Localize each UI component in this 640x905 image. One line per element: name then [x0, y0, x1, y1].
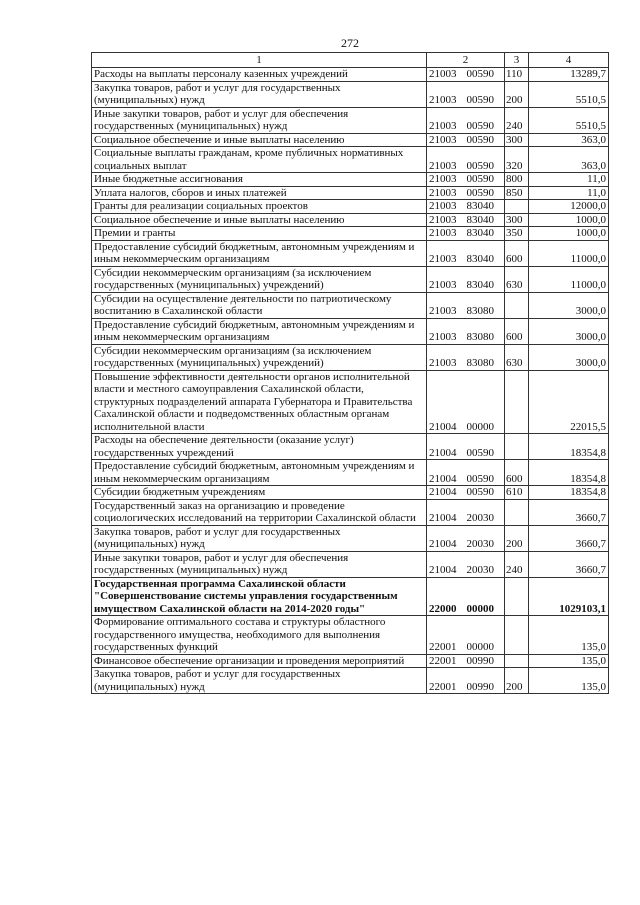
row-amount: 3660,7 — [529, 551, 609, 577]
table-row — [92, 654, 609, 668]
table-row — [92, 668, 609, 694]
row-expense-type: 200 — [505, 81, 529, 107]
row-name: Повышение эффективности деятельности органов исполнительной власти и местного самоуправления Сахалинской области, структурных подразделений аппарата Губернатора и Правительства Сахалинской области и подведомственных областным органам исполнительной власти — [92, 370, 427, 434]
row-name: Социальные выплаты гражданам, кроме публичных нормативных социальных выплат — [92, 147, 427, 173]
row-name: Иные закупки товаров, работ и услуг для обеспечения государственных (муниципальных) нужд — [92, 107, 427, 133]
header-col-3: 3 — [505, 53, 529, 68]
row-expense-type — [505, 370, 529, 434]
table-row — [92, 147, 609, 173]
row-expense-type: 850 — [505, 186, 529, 200]
row-amount: 363,0 — [529, 133, 609, 147]
row-program-code: 22001 — [429, 654, 457, 667]
row-direction-code: 00000 — [466, 602, 494, 615]
row-code-cell — [427, 654, 505, 668]
row-name: Предоставление субсидий бюджетным, автономным учреждениям и иным некоммерческим организациям — [92, 318, 427, 344]
row-direction-code: 00590 — [466, 472, 494, 485]
row-expense-type — [505, 292, 529, 318]
row-direction-code: 20030 — [466, 512, 494, 524]
row-code-cell — [427, 68, 505, 82]
row-expense-type: 800 — [505, 173, 529, 187]
row-direction-code: 00590 — [466, 120, 494, 132]
row-name: Социальное обеспечение и иные выплаты населению — [92, 213, 427, 227]
row-name: Расходы на выплаты персоналу казенных учреждений — [92, 68, 427, 82]
row-expense-type — [505, 577, 529, 616]
row-amount: 1029103,1 — [529, 577, 609, 616]
row-name: Гранты для реализации социальных проектов — [92, 200, 427, 214]
row-code-cell — [427, 147, 505, 173]
row-amount: 3000,0 — [529, 292, 609, 318]
row-program-code: 21003 — [429, 357, 457, 369]
row-name: Субсидии бюджетным учреждениям — [92, 486, 427, 500]
row-code-cell — [427, 525, 505, 551]
row-direction-code: 00590 — [466, 173, 494, 185]
table-row — [92, 81, 609, 107]
row-program-code: 21003 — [429, 186, 457, 199]
table-row — [92, 370, 609, 434]
row-program-code: 21003 — [429, 200, 457, 212]
row-expense-type: 600 — [505, 318, 529, 344]
row-expense-type — [505, 616, 529, 655]
row-code-cell — [427, 434, 505, 460]
row-direction-code: 00590 — [466, 159, 494, 172]
page-number: 272 — [341, 36, 359, 50]
header-col-2: 2 — [427, 53, 505, 68]
row-amount: 11,0 — [529, 173, 609, 187]
row-direction-code: 83040 — [466, 253, 494, 265]
row-name: Иные закупки товаров, работ и услуг для обеспечения государственных (муниципальных) нужд — [92, 551, 427, 577]
row-name: Государственная программа Сахалинской области "Совершенствование системы управления государственным имуществом Сахалинской области на 2014-2020 годы" — [92, 577, 427, 616]
row-program-code: 21003 — [429, 279, 457, 291]
row-name: Субсидии на осуществление деятельности по патриотическому воспитанию в Сахалинской области — [92, 292, 427, 318]
table-row — [92, 200, 609, 214]
row-amount: 135,0 — [529, 668, 609, 694]
row-code-cell — [427, 107, 505, 133]
row-name: Закупка товаров, работ и услуг для государственных (муниципальных) нужд — [92, 668, 427, 694]
row-program-code: 22000 — [429, 602, 457, 615]
row-name: Иные бюджетные ассигнования — [92, 173, 427, 187]
table-row — [92, 173, 609, 187]
row-program-code: 21003 — [429, 94, 457, 106]
row-expense-type: 630 — [505, 344, 529, 370]
row-amount: 5510,5 — [529, 107, 609, 133]
row-expense-type — [505, 434, 529, 460]
row-name: Закупка товаров, работ и услуг для государственных (муниципальных) нужд — [92, 81, 427, 107]
table-row — [92, 525, 609, 551]
row-direction-code: 00000 — [466, 420, 494, 433]
row-amount: 135,0 — [529, 616, 609, 655]
row-code-cell — [427, 344, 505, 370]
row-expense-type: 630 — [505, 266, 529, 292]
table-row — [92, 460, 609, 486]
row-amount: 1000,0 — [529, 213, 609, 227]
row-name: Государственный заказ на организацию и проведение социологических исследований на территории Сахалинской области — [92, 499, 427, 525]
row-program-code: 21004 — [429, 564, 457, 576]
table-row — [92, 318, 609, 344]
row-code-cell — [427, 213, 505, 227]
row-amount: 3660,7 — [529, 499, 609, 525]
table-row — [92, 240, 609, 266]
row-amount: 3000,0 — [529, 318, 609, 344]
table-row — [92, 292, 609, 318]
row-amount: 12000,0 — [529, 200, 609, 214]
row-program-code: 21004 — [429, 538, 457, 550]
row-direction-code: 00590 — [466, 486, 494, 498]
row-expense-type: 200 — [505, 668, 529, 694]
row-program-code: 21004 — [429, 472, 457, 485]
row-expense-type: 320 — [505, 147, 529, 173]
row-amount: 18354,8 — [529, 434, 609, 460]
row-direction-code: 00590 — [466, 94, 494, 106]
row-amount: 11,0 — [529, 186, 609, 200]
row-amount: 3660,7 — [529, 525, 609, 551]
row-code-cell — [427, 200, 505, 214]
row-direction-code: 83040 — [466, 279, 494, 291]
table-row — [92, 499, 609, 525]
row-code-cell — [427, 81, 505, 107]
row-program-code: 21003 — [429, 227, 457, 239]
row-expense-type — [505, 200, 529, 214]
row-program-code: 22001 — [429, 680, 457, 693]
header-col-4: 4 — [529, 53, 609, 68]
row-program-code: 21003 — [429, 68, 457, 80]
row-program-code: 21003 — [429, 213, 457, 226]
row-code-cell — [427, 240, 505, 266]
row-code-cell — [427, 551, 505, 577]
row-expense-type — [505, 654, 529, 668]
row-expense-type: 600 — [505, 460, 529, 486]
row-name: Премии и гранты — [92, 227, 427, 241]
row-direction-code: 00590 — [466, 133, 494, 146]
row-expense-type: 240 — [505, 107, 529, 133]
row-expense-type: 300 — [505, 213, 529, 227]
row-expense-type: 600 — [505, 240, 529, 266]
row-name: Закупка товаров, работ и услуг для государственных (муниципальных) нужд — [92, 525, 427, 551]
row-amount: 22015,5 — [529, 370, 609, 434]
row-amount: 11000,0 — [529, 240, 609, 266]
row-amount: 5510,5 — [529, 81, 609, 107]
row-direction-code: 20030 — [466, 564, 494, 576]
row-amount: 18354,8 — [529, 486, 609, 500]
budget-table — [91, 52, 609, 694]
row-expense-type: 110 — [505, 68, 529, 82]
row-code-cell — [427, 460, 505, 486]
row-code-cell — [427, 266, 505, 292]
row-program-code: 21003 — [429, 133, 457, 146]
table-row — [92, 486, 609, 500]
row-direction-code: 83080 — [466, 305, 494, 317]
row-program-code: 21004 — [429, 420, 457, 433]
row-name: Субсидии некоммерческим организациям (за исключением государственных (муниципальных) учреждений) — [92, 344, 427, 370]
row-code-cell — [427, 318, 505, 344]
row-direction-code: 20030 — [466, 538, 494, 550]
row-program-code: 21003 — [429, 305, 457, 317]
row-code-cell — [427, 292, 505, 318]
row-expense-type — [505, 499, 529, 525]
row-amount: 11000,0 — [529, 266, 609, 292]
row-program-code: 21003 — [429, 173, 457, 185]
row-name: Финансовое обеспечение организации и проведения мероприятий — [92, 654, 427, 668]
row-name: Предоставление субсидий бюджетным, автономным учреждениям и иным некоммерческим организациям — [92, 460, 427, 486]
table-row — [92, 186, 609, 200]
row-code-cell — [427, 616, 505, 655]
table-row — [92, 68, 609, 82]
table-row — [92, 344, 609, 370]
row-direction-code: 00590 — [466, 186, 494, 199]
row-code-cell — [427, 186, 505, 200]
row-name: Предоставление субсидий бюджетным, автономным учреждениям и иным некоммерческим организациям — [92, 240, 427, 266]
row-code-cell — [427, 370, 505, 434]
row-program-code: 21004 — [429, 486, 457, 498]
row-name: Субсидии некоммерческим организациям (за исключением государственных (муниципальных) учреждений) — [92, 266, 427, 292]
table-row — [92, 551, 609, 577]
table-row — [92, 434, 609, 460]
row-name: Формирование оптимального состава и структуры областного государственного имущества, необходимого для выполнения государственных функций — [92, 616, 427, 655]
row-program-code: 21003 — [429, 331, 457, 343]
table-row — [92, 213, 609, 227]
row-program-code: 21004 — [429, 446, 457, 459]
table-row — [92, 577, 609, 616]
row-code-cell — [427, 133, 505, 147]
row-amount: 363,0 — [529, 147, 609, 173]
row-expense-type: 610 — [505, 486, 529, 500]
row-direction-code: 00990 — [466, 680, 494, 693]
row-name: Расходы на обеспечение деятельности (оказание услуг) государственных учреждений — [92, 434, 427, 460]
row-name: Социальное обеспечение и иные выплаты населению — [92, 133, 427, 147]
table-body — [92, 68, 609, 694]
row-code-cell — [427, 173, 505, 187]
row-code-cell — [427, 577, 505, 616]
row-direction-code: 83080 — [466, 331, 494, 343]
row-direction-code: 83080 — [466, 357, 494, 369]
row-program-code: 22001 — [429, 641, 457, 653]
row-amount: 1000,0 — [529, 227, 609, 241]
row-program-code: 21003 — [429, 120, 457, 132]
row-program-code: 21003 — [429, 253, 457, 265]
table-header — [92, 53, 609, 68]
row-expense-type: 350 — [505, 227, 529, 241]
row-expense-type: 240 — [505, 551, 529, 577]
row-direction-code: 00000 — [466, 641, 494, 653]
row-code-cell — [427, 499, 505, 525]
row-code-cell — [427, 486, 505, 500]
row-direction-code: 00990 — [466, 654, 494, 667]
table-row — [92, 266, 609, 292]
row-amount: 18354,8 — [529, 460, 609, 486]
table-row — [92, 133, 609, 147]
row-amount: 13289,7 — [529, 68, 609, 82]
row-direction-code: 00590 — [466, 68, 494, 80]
row-direction-code: 83040 — [466, 213, 494, 226]
table-row — [92, 107, 609, 133]
row-program-code: 21003 — [429, 159, 457, 172]
header-col-1: 1 — [92, 53, 427, 68]
row-name: Уплата налогов, сборов и иных платежей — [92, 186, 427, 200]
header-row — [92, 53, 609, 68]
row-code-cell — [427, 227, 505, 241]
table-row — [92, 227, 609, 241]
table-row — [92, 616, 609, 655]
row-expense-type: 200 — [505, 525, 529, 551]
row-direction-code: 83040 — [466, 227, 494, 239]
row-program-code: 21004 — [429, 512, 457, 524]
row-expense-type: 300 — [505, 133, 529, 147]
row-amount: 3000,0 — [529, 344, 609, 370]
row-code-cell — [427, 668, 505, 694]
row-direction-code: 83040 — [466, 200, 494, 212]
row-amount: 135,0 — [529, 654, 609, 668]
row-direction-code: 00590 — [466, 446, 494, 459]
